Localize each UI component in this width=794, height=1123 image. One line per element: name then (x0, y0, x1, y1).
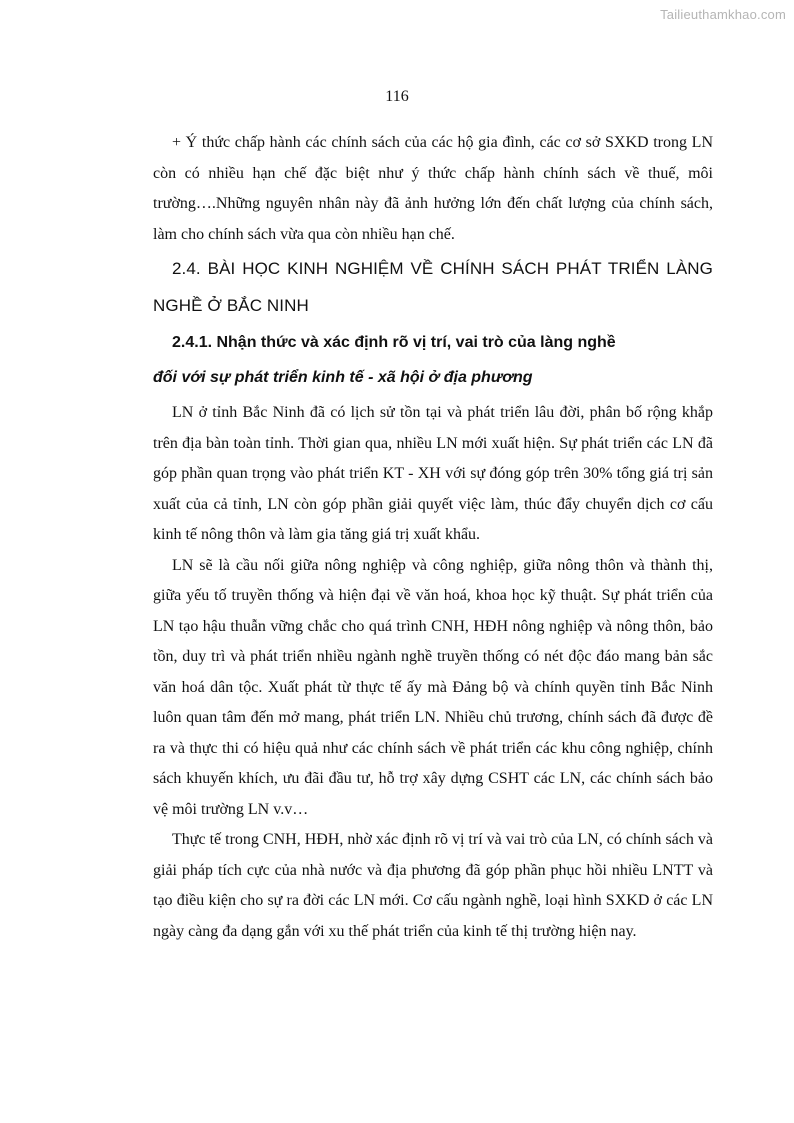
section-heading-2-4: 2.4. BÀI HỌC KINH NGHIỆM VỀ CHÍNH SÁCH PHÁT TRIỂN LÀNG NGHỀ Ở BẮC NINH (153, 259, 713, 315)
paragraph-policy-compliance: + Ý thức chấp hành các chính sách của các hộ gia đình, các cơ sở SXKD trong LN còn có nhiều hạn chế đặc biệt như ý thức chấp hành chính sách về thuế, môi trường….Những nguyên nhân này đã ảnh hưởng lớn đến chất lượng của chính sách, làm cho chính sách vừa qua còn nhiều hạn chế. (153, 134, 713, 243)
page-number: 116 (385, 88, 409, 105)
paragraph-ln-bridge: LN sẽ là cầu nối giữa nông nghiệp và công nghiệp, giữa nông thôn và thành thị, giữa yếu tố truyền thống và hiện đại về văn hoá, khoa học kỹ thuật. Sự phát triển của LN tạo hậu thuẫn vững chắc cho quá trình CNH, HĐH nông nghiệp và nông thôn, bảo tồn, duy trì và phát triển nhiều ngành nghề truyền thống có nét độc đáo mang bản sắc văn hoá dân tộc. Xuất phát từ thực tế ấy mà Đảng bộ và chính quyền tỉnh Bắc Ninh luôn quan tâm đến mở mang, phát triển LN. Nhiều chủ trương, chính sách đã được đề ra và thực thi có hiệu quả như các chính sách về phát triển các khu công nghiệp, chính sách khuyến khích, ưu đãi đầu tư, hỗ trợ xây dựng CSHT các LN, các chính sách bảo vệ môi trường LN v.v… (153, 556, 713, 818)
paragraph-industrialization-reality: Thực tế trong CNH, HĐH, nhờ xác định rõ vị trí và vai trò của LN, có chính sách và giải pháp tích cực của nhà nước và địa phương đã góp phần phục hồi nhiều LNTT và tạo điều kiện cho sự ra đời các LN mới. Cơ cấu ngành nghề, loại hình SXKD ở các LN ngày càng đa dạng gắn với xu thế phát triển của kinh tế thị trường hiện nay. (153, 831, 713, 940)
paragraph-ln-history: LN ở tỉnh Bắc Ninh đã có lịch sử tồn tại và phát triển lâu đời, phân bố rộng khắp trên địa bàn toàn tỉnh. Thời gian qua, nhiều LN mới xuất hiện. Sự phát triển các LN đã góp phần quan trọng vào phát triển KT - XH với sự đóng góp trên 30% tổng giá trị sản xuất của cả tỉnh, LN còn góp phần giải quyết việc làm, thúc đẩy chuyển dịch cơ cấu kinh tế nông thôn và làm gia tăng giá trị xuất khẩu. (153, 404, 713, 543)
subsection-heading-2-4-1: 2.4.1. Nhận thức và xác định rõ vị trí, vai trò của làng nghề (172, 334, 616, 351)
subsection-heading-2-4-1-continued (153, 359, 713, 396)
page-body (153, 128, 713, 947)
watermark: Tailieuthamkhao.com (660, 7, 786, 22)
subsection-heading-italic: đối với sự phát triển kinh tế - xã hội ở địa phương (153, 369, 533, 386)
